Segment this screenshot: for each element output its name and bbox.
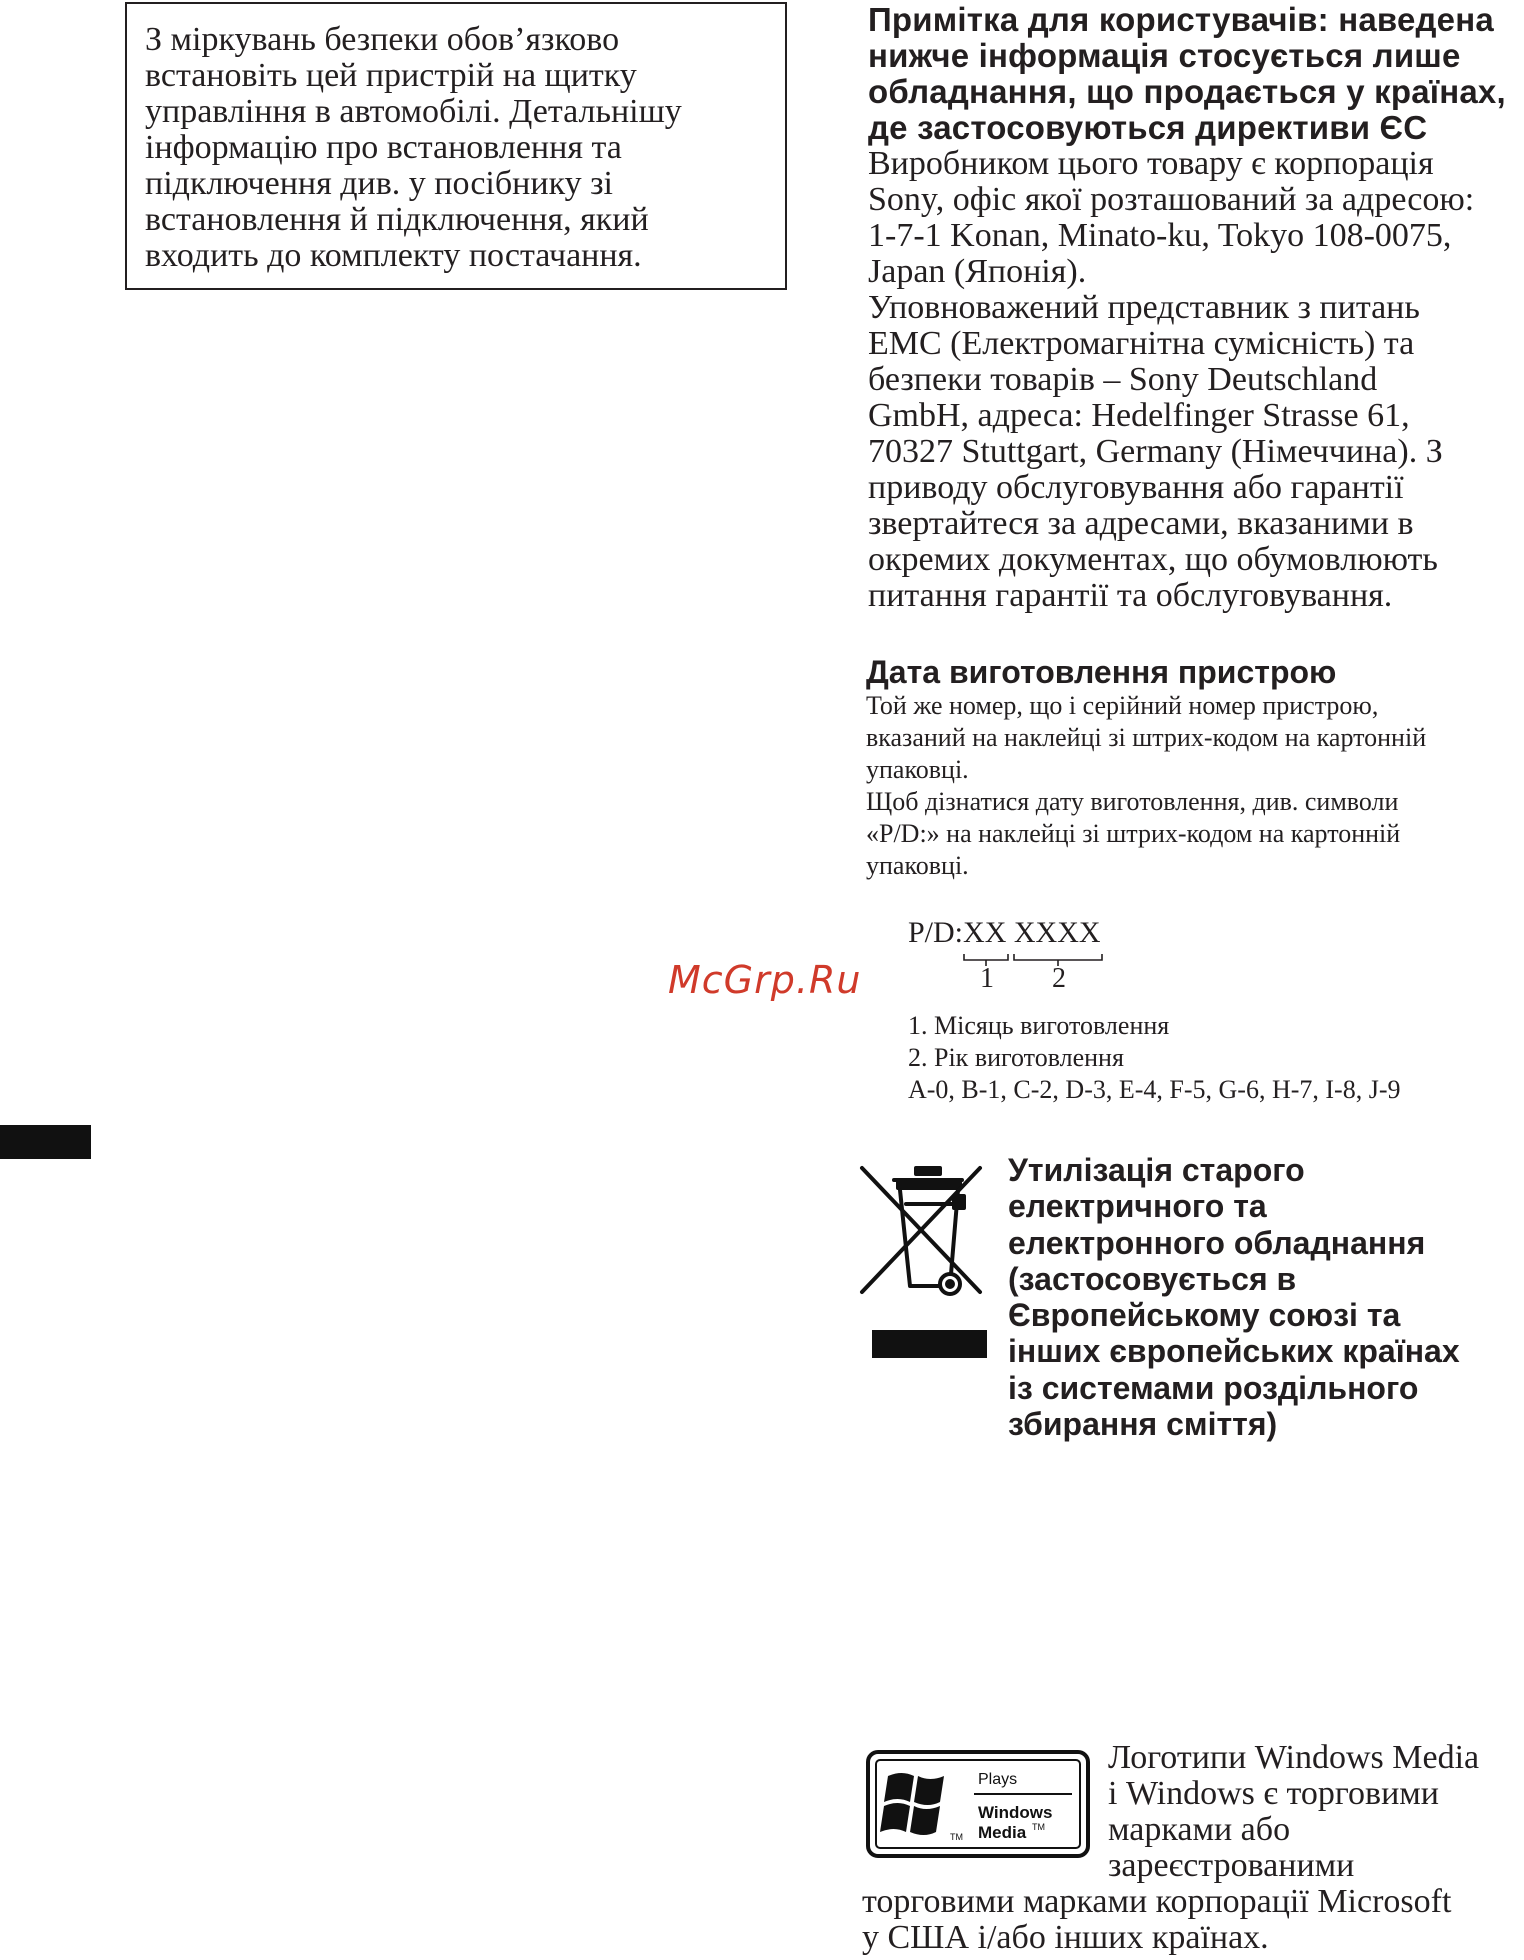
pd-month-code: XX: [963, 916, 1007, 949]
body-line: у США і/або інших країнах.: [862, 1919, 1269, 1956]
eu-notice-heading: [868, 2, 1518, 146]
pd-prefix: P/D:: [908, 916, 964, 949]
logo-flag-tm-text: TM: [950, 1832, 963, 1842]
body-line: Щоб дізнатися дату виготовлення, див. символи: [866, 787, 1399, 816]
body-line: Той же номер, що і серійний номер пристрою,: [866, 691, 1379, 720]
body-line: звертайтеся за адресами, вказаними в: [868, 505, 1414, 542]
pd-year-code: XXXX: [1013, 916, 1101, 949]
weee-black-bar: [872, 1330, 987, 1358]
heading-line: інших європейських країнах: [1008, 1333, 1460, 1370]
logo-media-text: Media: [978, 1823, 1027, 1842]
body-line: Japan (Японія).: [868, 253, 1087, 290]
heading-line: обладнання, що продається у країнах,: [868, 73, 1506, 110]
body-line: упаковці.: [866, 755, 969, 784]
body-line: EMC (Електромагнітна сумісність) та: [868, 325, 1415, 362]
heading-line: Європейському союзі та: [1008, 1297, 1401, 1334]
body-line: вказаний на наклейці зі штрих-кодом на картонній: [866, 723, 1427, 752]
heading-line: Утилізація старого: [1008, 1152, 1305, 1188]
pd-legend: [908, 1010, 1508, 1106]
heading-line: де застосовуються директиви ЄС: [868, 109, 1428, 146]
body-line: Виробником цього товару є корпорація: [868, 145, 1434, 182]
safety-line: підключення див. у посібнику зі: [145, 165, 613, 202]
page-edge-tab: [0, 1125, 91, 1159]
safety-line: інформацію про встановлення та: [145, 129, 622, 166]
logo-tm-text: TM: [1032, 1822, 1045, 1832]
safety-line: встановіть цей пристрій на щитку: [145, 57, 637, 94]
weee-heading: [1008, 1152, 1508, 1442]
legend-line: 2. Рік виготовлення: [908, 1043, 1124, 1072]
safety-line: встановлення й підключення, який: [145, 201, 649, 238]
body-line: безпеки товарів – Sony Deutschland: [868, 361, 1378, 398]
heading-line: електронного обладнання: [1008, 1224, 1426, 1261]
heading-line: Примітка для користувачів: наведена: [868, 1, 1494, 38]
body-line: питання гарантії та обслуговування.: [868, 577, 1393, 614]
safety-notice-box: [125, 2, 787, 290]
legend-line: 1. Місяць виготовлення: [908, 1011, 1170, 1040]
heading-line: збирання сміття): [1008, 1406, 1278, 1443]
body-line: торговими марками корпорації Microsoft: [862, 1883, 1452, 1920]
windows-media-trademark-text: [862, 1740, 1522, 1956]
pd-brackets: [908, 910, 1128, 1000]
logo-windows-text: Windows: [978, 1803, 1053, 1822]
heading-line: (застосовується в: [1008, 1260, 1297, 1297]
safety-line: З міркувань безпеки обов’язково: [145, 21, 620, 58]
heading-line: із системами роздільного: [1008, 1369, 1419, 1406]
body-line: Уповноважений представник з питань: [868, 289, 1420, 326]
safety-line: входить до комплекту постачання.: [145, 237, 642, 274]
body-line: 70327 Stuttgart, Germany (Німеччина). З: [868, 433, 1443, 470]
pd-marker-1: 1: [980, 963, 994, 994]
pd-marker-2: 2: [1052, 963, 1066, 994]
body-line: 1-7-1 Konan, Minato-ku, Tokyo 108-0075,: [868, 217, 1452, 254]
body-line: GmbH, адреса: Hedelfinger Strasse 61,: [868, 397, 1410, 434]
heading-line: електричного та: [1008, 1188, 1267, 1225]
site-watermark: McGrp.Ru: [668, 958, 862, 1002]
body-line: зареєстрованими: [1108, 1847, 1355, 1884]
pd-code-diagram: [908, 910, 1128, 1000]
crossed-out-wheeled-bin-icon: [858, 1160, 990, 1310]
body-line: упаковці.: [866, 851, 969, 880]
body-line: і Windows є торговими: [1108, 1775, 1439, 1812]
body-line: приводу обслуговування або гарантії: [868, 469, 1404, 506]
body-line: Логотипи Windows Media: [1108, 1739, 1480, 1776]
eu-notice-body: [868, 146, 1518, 614]
safety-line: управління в автомобілі. Детальнішу: [145, 93, 682, 130]
body-line: марками або: [1108, 1811, 1291, 1848]
legend-line: A-0, B-1, C-2, D-3, E-4, F-5, G-6, H-7, I-8, J-9: [908, 1075, 1401, 1104]
logo-plays-text: Plays: [978, 1771, 1018, 1788]
manufacture-date-heading: Дата виготовлення пристрою: [866, 654, 1337, 690]
manufacture-date-body: [866, 690, 1522, 882]
body-line: Sony, офіс якої розташований за адресою:: [868, 181, 1475, 218]
body-line: окремих документах, що обумовлюють: [868, 541, 1438, 578]
heading-line: нижче інформація стосується лише: [868, 37, 1461, 74]
body-line: «P/D:» на наклейці зі штрих-кодом на картонній: [866, 819, 1401, 848]
